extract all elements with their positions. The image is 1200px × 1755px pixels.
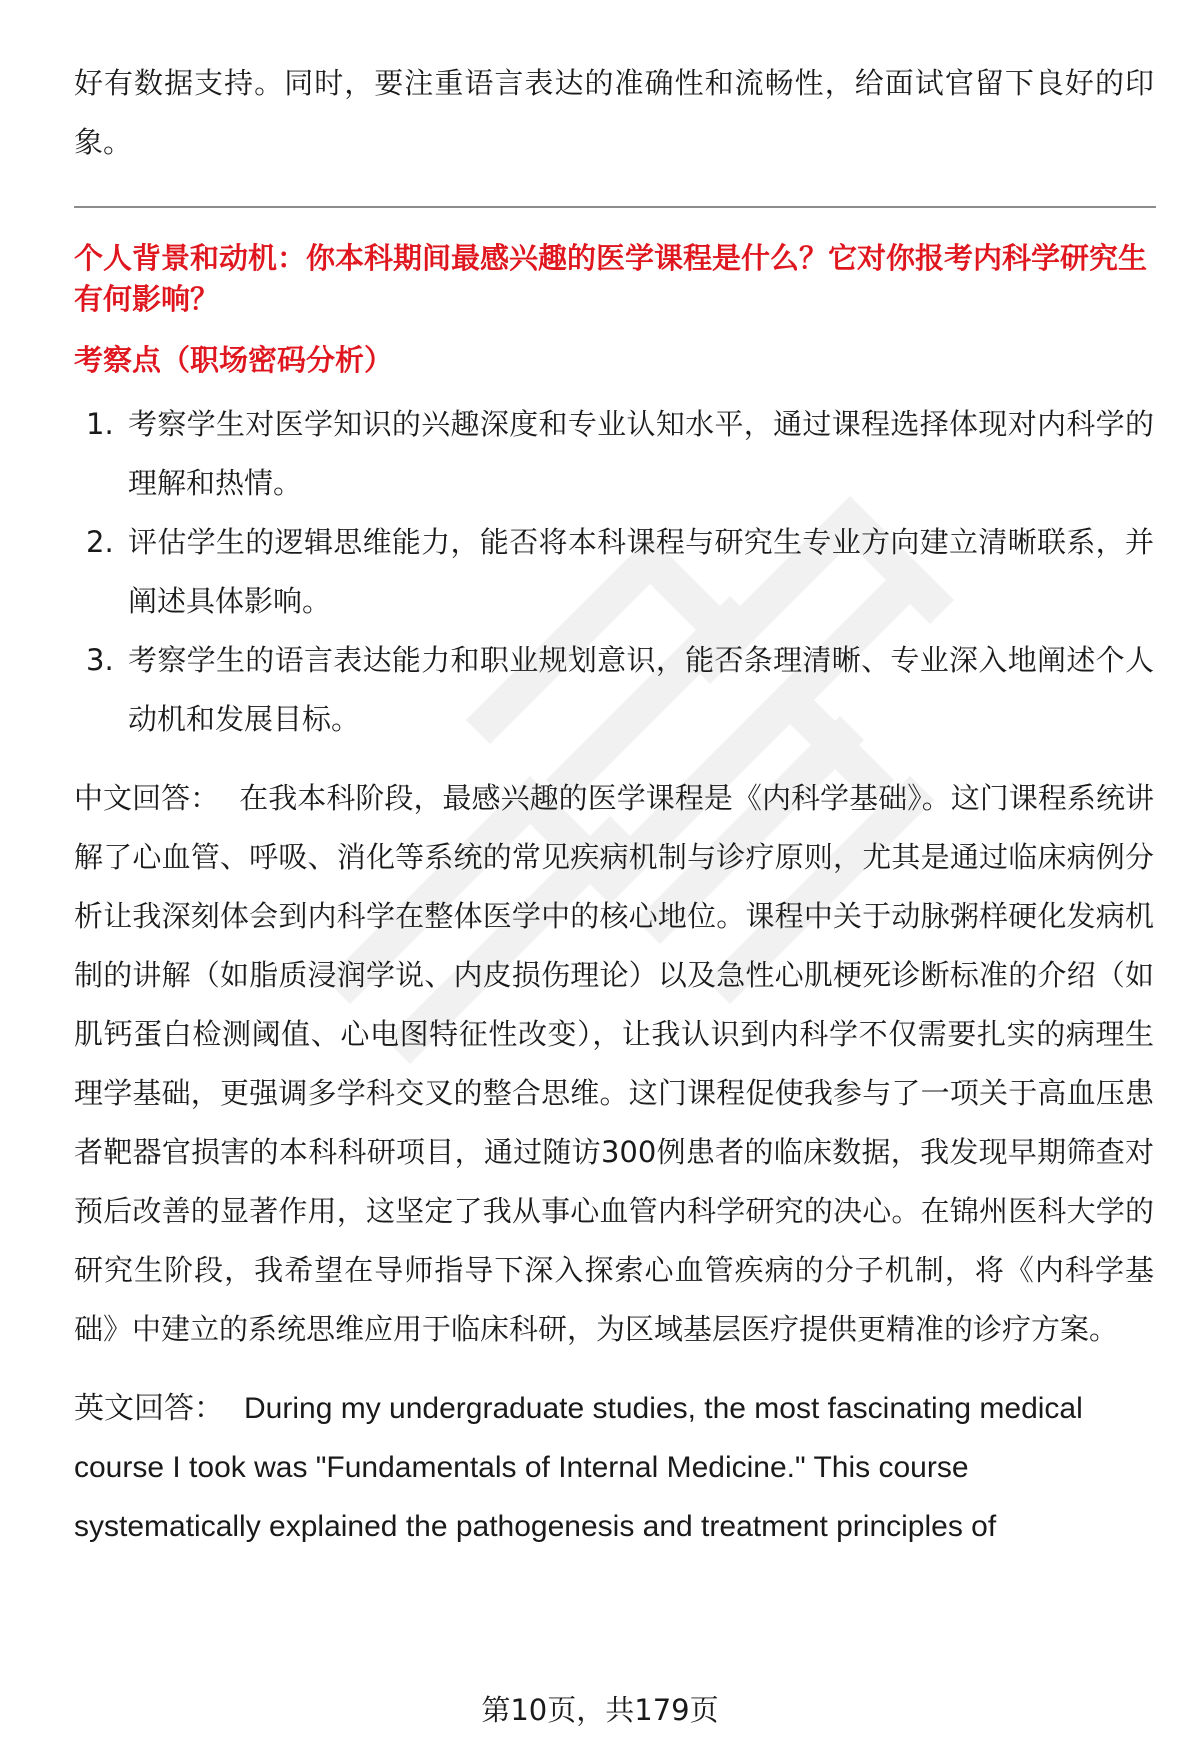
chinese-answer-label: 中文回答：: [74, 781, 220, 815]
list-item-number: 1.: [86, 407, 114, 441]
list-item-number: 2.: [86, 525, 114, 559]
english-answer-label: 英文回答：: [74, 1392, 224, 1425]
list-item-text: 考察学生的语言表达能力和职业规划意识，能否条理清晰、专业深入地阐述个人动机和发展目标。: [128, 643, 1154, 736]
assessment-points-heading: 考察点（职场密码分析）: [74, 343, 394, 377]
list-item-number: 3.: [86, 643, 114, 677]
chinese-answer-paragraph: [74, 769, 1154, 1359]
document-body: [74, 54, 1154, 1556]
list-item-text: 考察学生对医学知识的兴趣深度和专业认知水平，通过课程选择体现对内科学的理解和热情。: [128, 407, 1154, 500]
chinese-answer-text: 在我本科阶段，最感兴趣的医学课程是《内科学基础》。这门课程系统讲解了心血管、呼吸、消化等系统的常见疾病机制与诊疗原则，尤其是通过临床病例分析让我深刻体会到内科学在整体医学中的核心地位。课程中关于动脉粥样硬化发病机制的讲解（如脂质浸润学说、内皮损伤理论）以及急性心肌梗死诊断标准的介绍（如肌钙蛋白检测阈值、心电图特征性改变），让我认识到内科学不仅需要扎实的病理生理学基础，更强调多学科交叉的整合思维。这门课程促使我参与了一项关于高血压患者靶器官损害的本科科研项目，通过随访300例患者的临床数据，我发现早期筛查对预后改善的显著作用，这坚定了我从事心血管内科学研究的决心。在锦州医科大学的研究生阶段，我希望在导师指导下深入探索心血管疾病的分子机制，将《内科学基础》中建立的系统思维应用于临床科研，为区域基层医疗提供更精准的诊疗方案。: [74, 781, 1154, 1346]
assessment-points-list: [74, 395, 1154, 749]
english-answer-text: During my undergraduate studies, the most fascinating medical course I took was "Fundamentals of Internal Medicine." This course systematically explained the pathogenesis and treatment principles of: [74, 1392, 1083, 1543]
page-number-footer: 第10页，共179页: [481, 1693, 719, 1727]
english-answer-paragraph: [74, 1379, 1154, 1556]
list-item: [74, 631, 1154, 749]
intro-paragraph: 好有数据支持。同时，要注重语言表达的准确性和流畅性，给面试官留下良好的印象。: [74, 66, 1154, 159]
list-item: [74, 395, 1154, 513]
section-divider: [74, 206, 1156, 208]
list-item-text: 评估学生的逻辑思维能力，能否将本科课程与研究生专业方向建立清晰联系，并阐述具体影响。: [128, 525, 1154, 618]
list-item: [74, 513, 1154, 631]
interview-question: 个人背景和动机：你本科期间最感兴趣的医学课程是什么？它对你报考内科学研究生有何影响？: [74, 241, 1148, 316]
